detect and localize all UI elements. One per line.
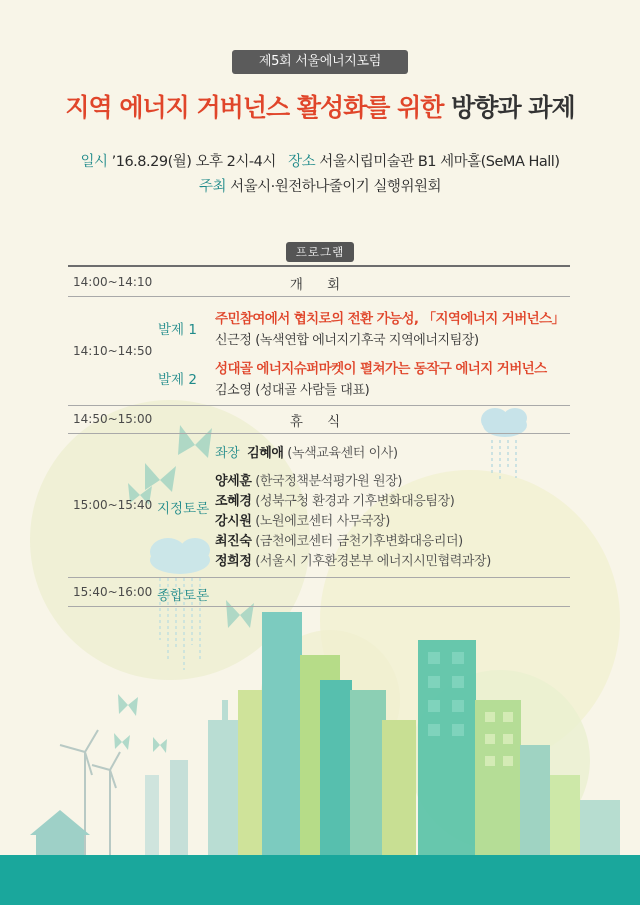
event-info-line [0,150,640,171]
row-divider [68,405,570,406]
panelist-name: 양세훈 [215,474,252,489]
break-time: 14:50~15:00 [73,412,153,426]
panelist-role: (노원에코센터 사무국장) [255,514,390,529]
presentation-2-label: 발제 2 [158,372,197,388]
panelist-name: 조혜경 [215,494,252,509]
panelist-role: (성북구청 환경과 기후변화대응팀장) [255,494,455,509]
panelist-name: 정희정 [215,554,252,569]
place-value: 서울시립미술관 B1 세마홀(SeMA Hall) [319,154,560,170]
host-value: 서울시·원전하나줄이기 실행위원회 [230,179,441,195]
chair-label: 좌장 [215,446,240,461]
presentation-2-title: 성대골 에너지슈퍼마켓이 펼쳐가는 동작구 에너지 거버넌스 [215,361,547,377]
panelist-name: 최진숙 [215,534,252,549]
page-title [0,88,640,124]
panelist-name: 강시원 [215,514,252,529]
general-discussion-time: 15:40~16:00 [73,585,153,599]
panelist-role: (한국정책분석평가원 원장) [255,474,403,489]
discussion-time: 15:00~15:40 [73,498,153,512]
opening-label: 개 회 [289,277,351,293]
row-divider [68,577,570,578]
row-divider [68,296,570,297]
chair-name: 김혜애 [247,446,284,461]
opening-time: 14:00~14:10 [73,275,153,289]
panelist-entry [215,510,390,529]
program-top-rule [68,265,570,267]
general-discussion-label: 종합토론 [157,588,210,604]
chair-role: (녹색교육센터 이사) [287,446,398,461]
presentation-2-presenter: 김소영 (성대골 사람들 대표) [215,383,370,398]
program-badge: 프로그램 [286,242,354,262]
date-value: ’16.8.29(월) 오후 2시-4시 [111,154,276,170]
chair-entry [215,442,398,461]
host-info-line [0,175,640,196]
presentation-1-title: 주민참여에서 협치로의 전환 가능성, 「지역에너지 거버넌스」 [215,311,565,327]
title-sub-part: 방향과 과제 [451,93,575,122]
program-bottom-rule [68,606,570,607]
presentation-1-presenter: 신근정 (녹색연합 에너지기후국 지역에너지팀장) [215,333,479,348]
panelist-entry [215,470,402,489]
panelist-entry [215,490,454,509]
discussion-label: 지정토론 [157,501,210,517]
title-main-part: 지역 에너지 거버넌스 활성화를 위한 [65,93,444,122]
row-divider [68,433,570,434]
place-label: 장소 [288,154,316,170]
panelist-entry [215,550,491,569]
break-label: 휴 식 [289,414,351,430]
panelist-role: (금천에코센터 금천기후변화대응리더) [255,534,463,549]
forum-badge: 제5회 서울에너지포럼 [232,50,408,74]
date-label: 일시 [80,154,108,170]
presentation-1-label: 발제 1 [158,322,197,338]
presentation-time: 14:10~14:50 [73,344,153,358]
panelist-entry [215,530,463,549]
host-label: 주최 [199,179,227,195]
panelist-role: (서울시 기후환경본부 에너지시민협력과장) [255,554,491,569]
